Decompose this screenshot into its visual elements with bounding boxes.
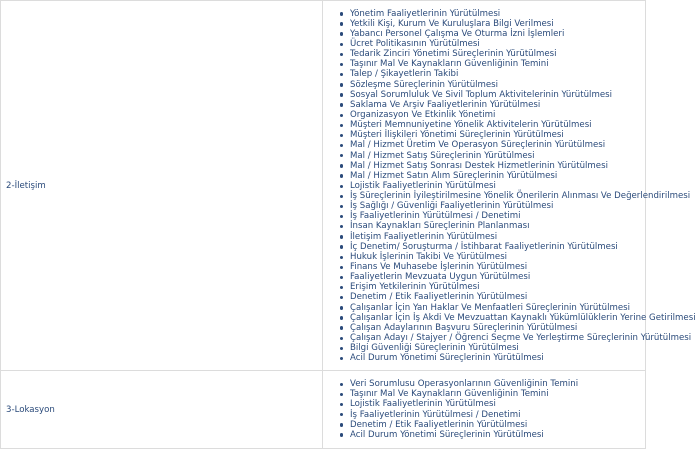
list-item [323,151,645,161]
bullet-icon [340,225,343,228]
bullet-icon [340,134,343,137]
table-row [1,371,646,449]
list-item [323,323,645,333]
bullet-icon [340,185,343,188]
purpose-list-cell [323,1,696,371]
list-item-text: Acil Durum Yönetimi Süreçlerinin Yürütülmesi [350,429,544,440]
bullet-icon [340,93,343,96]
list-item-text: İnsan Kaynakları Süreçlerinin Planlanması [350,221,530,232]
bullet-icon [340,124,343,127]
bullet-icon [340,306,343,309]
list-item [323,242,645,252]
list-item-text: Bilgi Güvenliği Süreçlerinin Yürütülmesi [350,343,519,354]
list-item-text: Sözleşme Süreçlerinin Yürütülmesi [350,79,499,90]
list-item-text: Lojistik Faaliyetlerinin Yürütülmesi [350,399,496,410]
category-label: 3-Lokasyon [1,371,323,449]
list-item-text: Saklama Ve Arşiv Faaliyetlerinin Yürütülmesi [350,99,541,110]
list-item [323,100,645,110]
bullet-icon [340,266,343,269]
bullet-icon [340,174,343,177]
list-item [323,303,645,313]
purpose-list [323,379,645,440]
list-item-text: Yetkili Kişi, Kurum Ve Kuruluşlara Bilgi Verilmesi [350,18,554,29]
list-item-text: İç Denetim/ Soruşturma / İstihbarat Faaliyetlerinin Yürütülmesi [350,241,618,252]
bullet-icon [340,205,343,208]
list-item [323,379,645,389]
bullet-icon [340,245,343,248]
bullet-icon [340,286,343,289]
list-item [323,19,645,29]
list-item [323,252,645,262]
list-item [323,272,645,282]
list-item-text: Yönetim Faaliyetlerinin Yürütülmesi [350,8,501,19]
list-item-text: Organizasyon Ve Etkinlik Yönetimi [350,109,496,120]
list-item [323,161,645,171]
bullet-icon [340,326,343,329]
bullet-icon [340,103,343,106]
list-item-text: Erişim Yetkilerinin Yürütülmesi [350,282,480,293]
list-item-text: Mal / Hizmet Satın Alım Süreçlerinin Yürütülmesi [350,170,558,181]
category-label: 2-İletişim [1,1,323,371]
bullet-icon [340,235,343,238]
bullet-icon [340,316,343,319]
list-item [323,430,645,440]
list-item [323,312,696,323]
list-item [323,29,645,39]
bullet-icon [340,337,343,340]
bullet-icon [340,383,343,386]
bullet-icon [340,83,343,86]
list-item [323,333,692,344]
list-item-text: Müşteri Memnuniyetine Yönelik Aktivitelerin Yürütülmesi [350,120,592,131]
list-item-text: Yabancı Personel Çalışma Ve Oturma İzni İşlemleri [350,28,565,39]
list-item [323,410,645,420]
list-item [323,211,645,221]
list-item-text: Denetim / Etik Faaliyetlerinin Yürütülmesi [350,419,528,430]
list-item-text: Denetim / Etik Faaliyetlerinin Yürütülmesi [350,292,528,303]
list-item-text: İş Sağlığı / Güvenliği Faaliyetlerinin Yürütülmesi [350,201,554,212]
list-item-text: Finans Ve Muhasebe İşlerinin Yürütülmesi [350,262,528,273]
list-item [323,90,645,100]
bullet-icon [340,154,343,157]
bullet-icon [340,63,343,66]
purpose-list-cell [323,371,646,449]
bullet-icon [340,12,343,15]
list-item [323,232,645,242]
bullet-icon [340,413,343,416]
purpose-list [323,8,696,364]
list-item-text: Müşteri İlişkileri Yönetimi Süreçlerinin Yürütülmesi [350,130,564,141]
list-item [323,420,645,430]
bullet-icon [340,403,343,406]
list-item [323,69,645,79]
list-item [323,140,645,150]
list-item [323,49,645,59]
list-item-text: İş Faaliyetlerinin Yürütülmesi / Denetimi [350,409,521,420]
list-item-text: Çalışan Adaylarının Başvuru Süreçlerinin Yürütülmesi [350,322,578,333]
list-item [323,343,645,353]
bullet-icon [340,423,343,426]
list-item-text: Taşınır Mal Ve Kaynakların Güvenliğinin Temini [350,59,549,70]
bullet-icon [340,357,343,360]
bullet-icon [340,393,343,396]
list-item [323,171,645,181]
list-item-text: Talep / Şikayetlerin Takibi [350,69,459,80]
bullet-icon [340,73,343,76]
bullet-icon [340,43,343,46]
list-item-text: Ücret Politikasının Yürütülmesi [350,38,480,49]
list-item-text: Taşınır Mal Ve Kaynakların Güvenliğinin Temini [350,389,549,400]
list-item [323,262,645,272]
list-item-text: Çalışanlar İçin İş Akdi Ve Mevzuattan Kaynaklı Yükümlülüklerin Yerine Getirilmesi [350,312,696,323]
list-item-text: İş Süreçlerinin İyileştirilmesine Yönelik Önerilerin Alınması Ve Değerlendirilmesi [350,191,691,202]
list-item [323,130,645,140]
bullet-icon [340,53,343,56]
list-item [323,292,645,302]
list-item-text: Çalışanlar İçin Yan Haklar Ve Menfaatleri Süreçlerinin Yürütülmesi [350,302,631,313]
bullet-icon [340,347,343,350]
list-item [323,399,645,409]
list-item [323,191,691,202]
list-item-text: Acil Durum Yönetimi Süreçlerinin Yürütülmesi [350,353,544,364]
bullet-icon [340,256,343,259]
list-item-text: Lojistik Faaliyetlerinin Yürütülmesi [350,180,496,191]
list-item [323,181,645,191]
list-item-text: Mal / Hizmet Üretim Ve Operasyon Süreçlerinin Yürütülmesi [350,140,606,151]
list-item [323,80,645,90]
list-item [323,353,645,363]
list-item [323,9,645,19]
list-item-text: Tedarik Zinciri Yönetimi Süreçlerinin Yürütülmesi [350,49,557,60]
list-item-text: Faaliyetlerin Mevzuata Uygun Yürütülmesi [350,272,531,283]
list-item [323,39,645,49]
list-item [323,282,645,292]
list-item-text: Mal / Hizmet Satış Sonrası Destek Hizmetlerinin Yürütülmesi [350,160,608,171]
bullet-icon [340,276,343,279]
list-item-text: Sosyal Sorumluluk Ve Sivil Toplum Aktivitelerinin Yürütülmesi [350,89,612,100]
bullet-icon [340,144,343,147]
list-item-text: Hukuk İşlerinin Takibi Ve Yürütülmesi [350,251,508,262]
bullet-icon [340,433,343,436]
list-item [323,221,645,231]
list-item [323,389,645,399]
list-item [323,110,645,120]
bullet-icon [340,114,343,117]
list-item [323,59,645,69]
bullet-icon [340,195,343,198]
bullet-icon [340,22,343,25]
table-row [1,1,646,371]
list-item-text: İş Faaliyetlerinin Yürütülmesi / Denetimi [350,211,521,222]
list-item [323,201,645,211]
bullet-icon [340,164,343,167]
list-item-text: İletişim Faaliyetlerinin Yürütülmesi [350,231,498,242]
list-item-text: Veri Sorumlusu Operasyonlarının Güvenliğinin Temini [350,379,579,390]
list-item-text: Çalışan Adayı / Stajyer / Öğrenci Seçme Ve Yerleştirme Süreçlerinin Yürütülmesi [350,333,692,344]
list-item [323,120,645,130]
bullet-icon [340,215,343,218]
bullet-icon [340,296,343,299]
list-item-text: Mal / Hizmet Satış Süreçlerinin Yürütülmesi [350,150,535,161]
bullet-icon [340,32,343,35]
